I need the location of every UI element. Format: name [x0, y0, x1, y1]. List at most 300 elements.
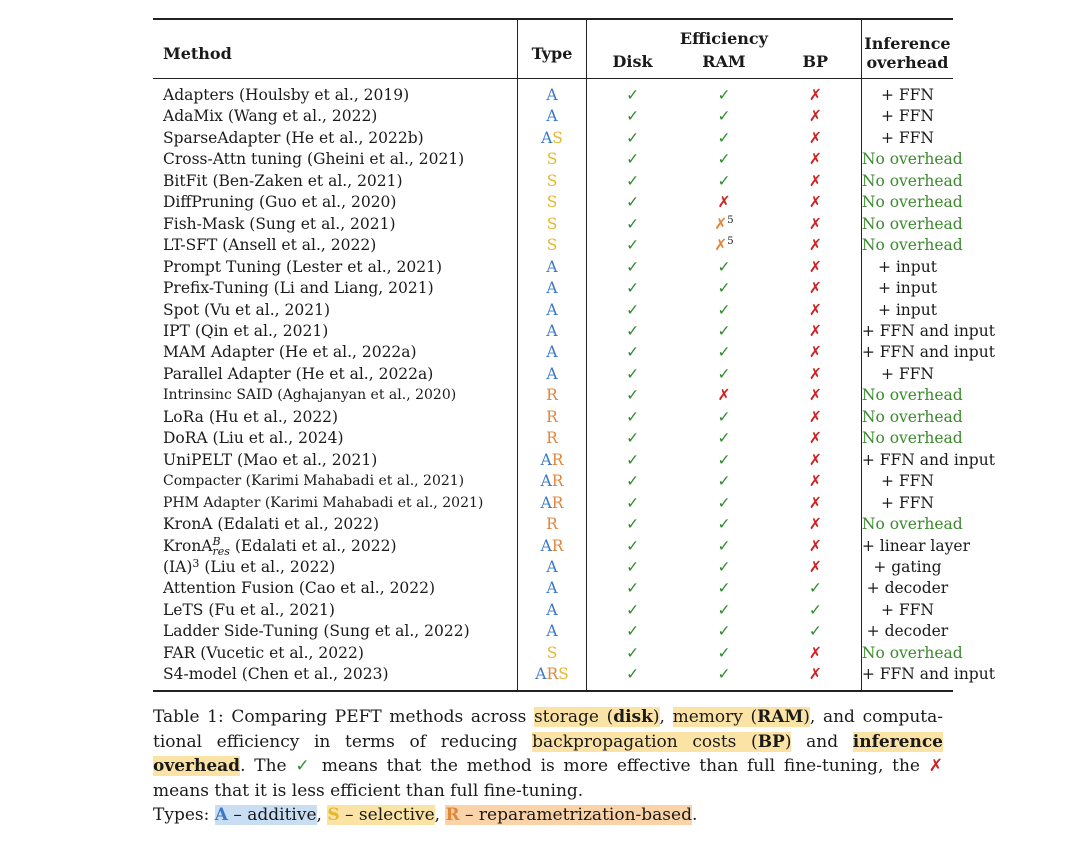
cell-inference-overhead [861, 342, 995, 363]
inference-overhead-value: No overhead [861, 193, 963, 212]
cell-method [153, 557, 518, 578]
type-label [541, 537, 564, 555]
cell-disk [587, 364, 679, 385]
table-row [153, 128, 953, 149]
check-icon: ✓ [717, 364, 731, 383]
type-letter-a: A [541, 128, 553, 147]
table-row [153, 385, 953, 406]
check-icon: ✓ [626, 429, 640, 448]
type-label [541, 129, 563, 147]
type-letter-a: A [546, 579, 558, 598]
cell-bp [770, 621, 862, 642]
inference-overhead-value: + FFN [880, 472, 934, 491]
cell-ram [678, 557, 770, 578]
cell-method [153, 214, 518, 235]
check-icon: ✓ [717, 257, 731, 276]
cell-inference-overhead [861, 578, 953, 599]
caption-text: means that the method is more effective than full fine-tuning, the [313, 756, 929, 776]
cross-icon: ✗ [808, 493, 822, 512]
type-letter-a: A [546, 364, 558, 383]
cell-disk [587, 257, 679, 278]
type-label [546, 601, 557, 619]
type-label [546, 408, 558, 426]
cell-method [153, 300, 518, 321]
cell-inference-overhead [861, 171, 963, 192]
caption-paren: ) [803, 707, 810, 727]
type-label [546, 301, 557, 319]
table-row [153, 300, 953, 321]
header-bp: BP [770, 50, 862, 79]
cell-method [153, 342, 518, 363]
caption-text: , [434, 805, 446, 825]
table-row [153, 235, 953, 256]
check-icon: ✓ [717, 171, 731, 190]
check-icon: ✓ [717, 279, 731, 298]
check-icon: ✓ [626, 493, 640, 512]
type-label [546, 558, 557, 576]
cell-bp [770, 600, 862, 621]
table-row [153, 257, 953, 278]
type-letter-a: A [540, 450, 552, 469]
inference-overhead-value: + FFN and input [861, 665, 995, 684]
method-name: Cross-Attn tuning (Gheini et al., 2021) [163, 150, 465, 169]
method-name: Parallel Adapter (He et al., 2022a) [163, 364, 434, 383]
cell-method [153, 235, 518, 256]
cell-disk [587, 450, 679, 471]
type-label [547, 172, 558, 190]
type-letter-a: A [535, 665, 547, 684]
type-letter-a: A [540, 472, 552, 491]
caption-paren: ) [784, 731, 792, 752]
inference-overhead-value: + FFN [880, 364, 934, 383]
cell-method [153, 600, 518, 621]
cell-method [153, 536, 518, 557]
table-row [153, 428, 953, 449]
cell-disk [587, 407, 679, 428]
cell-bp [770, 643, 862, 664]
cross-icon: ✗ [808, 193, 822, 212]
inference-overhead-value: No overhead [861, 429, 963, 448]
type-letter-a: A [546, 86, 558, 104]
cell-ram [678, 214, 770, 235]
cell-type [518, 342, 587, 363]
check-icon: ✓ [717, 86, 731, 104]
cell-inference-overhead [861, 514, 963, 535]
inference-overhead-value: + linear layer [861, 536, 970, 555]
cell-ram [678, 171, 770, 192]
type-letter-s: S [546, 214, 558, 233]
type-label [546, 322, 557, 340]
cell-inference-overhead [861, 300, 953, 321]
cell-ram [678, 407, 770, 428]
table-row [153, 643, 953, 664]
cell-bp [770, 128, 862, 149]
cell-disk [587, 578, 679, 599]
cross-icon: ✗ [808, 236, 822, 255]
type-label [546, 622, 557, 640]
cell-disk [587, 471, 679, 492]
cell-bp [770, 171, 862, 192]
cell-inference-overhead [861, 257, 953, 278]
check-icon: ✓ [626, 515, 640, 534]
cell-ram [678, 300, 770, 321]
cell-method [153, 278, 518, 299]
type-s-desc: – selective [339, 805, 435, 825]
cell-bp [770, 407, 862, 428]
type-r-desc: – reparametrization-based [459, 805, 692, 825]
cell-inference-overhead [861, 321, 995, 342]
footnote-marker: 5 [727, 236, 734, 248]
caption-backprop: backpropagation costs ( [532, 731, 758, 752]
table-row [153, 621, 953, 642]
cross-icon: ✗ [808, 472, 822, 491]
check-icon: ✓ [626, 171, 640, 190]
cell-disk [587, 621, 679, 642]
cell-type [518, 192, 587, 213]
table-row [153, 450, 953, 471]
check-icon: ✓ [808, 622, 822, 641]
check-icon: ✓ [717, 472, 731, 491]
cross-icon: ✗ [808, 407, 822, 426]
inference-overhead-value: + input [877, 257, 937, 276]
caption-cross-icon: ✗ [928, 756, 944, 776]
type-letter-r: R [546, 515, 558, 534]
cross-icon: ✗ [808, 536, 822, 555]
caption-ram: RAM [757, 707, 804, 727]
type-label [547, 644, 558, 662]
type-s-letter: S [327, 805, 340, 825]
cell-ram [678, 514, 770, 535]
cell-ram [678, 364, 770, 385]
caption-backprop-highlight [532, 732, 791, 752]
cell-ram [678, 192, 770, 213]
cell-inference-overhead [861, 128, 953, 149]
type-label [541, 472, 564, 490]
cell-type [518, 128, 587, 149]
inference-overhead-value: No overhead [861, 150, 963, 169]
check-icon: ✓ [626, 107, 640, 126]
inference-overhead-value: No overhead [861, 171, 963, 190]
table-row [153, 79, 953, 107]
table-caption [153, 705, 943, 828]
method-name: LeTS (Fu et al., 2021) [163, 600, 335, 619]
cell-type [518, 106, 587, 127]
cell-ram [678, 471, 770, 492]
type-letter-a: A [546, 622, 558, 641]
cell-ram [678, 257, 770, 278]
table-row [153, 321, 953, 342]
cross-icon: ✗ [808, 364, 822, 383]
type-label [546, 429, 558, 447]
method-name: S4-model (Chen et al., 2023) [163, 665, 389, 684]
check-icon: ✓ [626, 86, 640, 104]
cell-type [518, 643, 587, 664]
check-icon: ✓ [626, 622, 640, 641]
check-icon: ✓ [808, 579, 822, 598]
cell-bp [770, 79, 862, 107]
cell-type [518, 364, 587, 385]
cell-bp [770, 578, 862, 599]
type-letter-s: S [546, 171, 558, 190]
caption-text: , [316, 805, 328, 825]
cell-bp [770, 342, 862, 363]
type-label [547, 193, 558, 211]
inference-overhead-value: No overhead [861, 214, 963, 233]
footnote-marker: 5 [727, 214, 734, 226]
cross-icon: ✗ [808, 321, 822, 340]
cell-disk [587, 79, 679, 107]
cell-inference-overhead [861, 664, 995, 690]
check-icon: ✓ [626, 386, 640, 405]
type-label [546, 386, 558, 404]
check-icon: ✓ [717, 429, 731, 448]
cell-ram [678, 493, 770, 514]
type-letter-s: S [558, 665, 569, 684]
type-label [546, 279, 557, 297]
inference-overhead-value: + FFN [880, 493, 934, 512]
cell-type [518, 79, 587, 107]
caption-text: . The [240, 756, 296, 776]
inference-overhead-value: No overhead [861, 643, 963, 662]
cell-inference-overhead [861, 557, 953, 578]
type-letter-s: S [546, 236, 558, 255]
check-icon: ✓ [717, 300, 731, 319]
cell-inference-overhead [861, 643, 963, 664]
check-icon: ✓ [626, 257, 640, 276]
table-row [153, 171, 953, 192]
check-icon: ✓ [717, 665, 731, 684]
type-letter-s: S [552, 128, 563, 147]
cross-icon: ✗ [808, 279, 822, 298]
cross-icon: ✗ [808, 257, 822, 276]
cell-ram [678, 128, 770, 149]
cell-method [153, 407, 518, 428]
check-icon: ✓ [717, 493, 731, 512]
inference-overhead-value: + FFN [880, 128, 934, 147]
cell-bp [770, 106, 862, 127]
inference-overhead-value: No overhead [861, 515, 963, 534]
cell-ram [678, 578, 770, 599]
caption-types-label: Types: [153, 805, 215, 825]
cross-icon: ✗ [808, 386, 822, 405]
type-label [546, 579, 557, 597]
cell-inference-overhead [861, 600, 953, 621]
cell-method [153, 192, 518, 213]
cell-method [153, 664, 518, 690]
cell-inference-overhead [861, 385, 963, 406]
cell-disk [587, 514, 679, 535]
caption-disk: disk [613, 707, 653, 727]
header-method: Method [163, 43, 232, 63]
cell-method [153, 364, 518, 385]
cross-icon: ✗ [808, 300, 822, 319]
check-icon: ✓ [626, 450, 640, 469]
type-letter-a: A [546, 321, 558, 340]
cell-ram [678, 428, 770, 449]
table-row [153, 342, 953, 363]
inference-overhead-value: + decoder [866, 622, 949, 641]
cell-bp [770, 257, 862, 278]
caption-inference-highlight: inference overhead [153, 731, 943, 776]
check-icon: ✓ [717, 622, 731, 641]
table-body [153, 79, 995, 691]
method-name: IPT (Qin et al., 2021) [163, 321, 329, 340]
cell-method [153, 471, 518, 492]
check-icon: ✓ [626, 300, 640, 319]
cell-bp [770, 149, 862, 170]
type-label [547, 236, 558, 254]
caption-storage: storage ( [533, 707, 614, 727]
table-row [153, 278, 953, 299]
cell-method [153, 450, 518, 471]
cell-type [518, 621, 587, 642]
inference-overhead-value: + input [877, 300, 937, 319]
method-subscript: res [212, 544, 230, 558]
inference-overhead-value: No overhead [861, 386, 963, 405]
check-icon: ✓ [717, 107, 731, 126]
peft-comparison-table [153, 18, 995, 692]
table-row [153, 600, 953, 621]
type-additive-highlight [215, 805, 317, 825]
table-row [153, 364, 953, 385]
cell-inference-overhead [861, 235, 963, 256]
cell-disk [587, 171, 679, 192]
method-name: KronA [163, 536, 213, 555]
check-icon: ✓ [717, 557, 731, 576]
type-letter-a: A [546, 557, 558, 576]
cell-ram [678, 536, 770, 557]
caption-text: and [791, 731, 853, 752]
cell-method [153, 128, 518, 149]
table-row [153, 664, 953, 690]
type-label [541, 494, 564, 512]
type-label [546, 365, 557, 383]
cell-inference-overhead [861, 428, 963, 449]
type-r-letter: R [445, 805, 460, 825]
cell-type [518, 428, 587, 449]
cell-inference-overhead [861, 407, 963, 428]
cell-inference-overhead [861, 450, 995, 471]
inference-overhead-value: + FFN [880, 107, 934, 126]
cell-disk [587, 536, 679, 557]
type-letter-r: R [546, 386, 558, 405]
caption-paren: ) [652, 707, 660, 727]
check-icon: ✓ [626, 214, 640, 233]
type-letter-r: R [551, 472, 564, 491]
cell-method [153, 428, 518, 449]
cell-bp [770, 450, 862, 471]
cell-ram [678, 450, 770, 471]
method-name: Ladder Side-Tuning (Sung et al., 2022) [163, 622, 470, 641]
check-icon: ✓ [717, 643, 731, 662]
method-name: BitFit (Ben-Zaken et al., 2021) [163, 171, 403, 190]
caption-memory-highlight [673, 707, 810, 727]
check-icon: ✓ [626, 600, 640, 619]
cell-ram [678, 643, 770, 664]
type-label [547, 215, 558, 233]
check-icon: ✓ [717, 450, 731, 469]
cell-bp [770, 385, 862, 406]
cell-inference-overhead [861, 106, 953, 127]
cell-method [153, 578, 518, 599]
table-row [153, 514, 953, 535]
check-icon: ✓ [717, 579, 731, 598]
inference-overhead-value: + input [877, 279, 937, 298]
cell-bp [770, 364, 862, 385]
method-name: PHM Adapter (Karimi Mahabadi et al., 2021) [163, 494, 484, 511]
cell-method [153, 171, 518, 192]
cell-inference-overhead [861, 214, 963, 235]
method-name: Prefix-Tuning (Li and Liang, 2021) [163, 279, 434, 298]
check-icon: ✓ [717, 600, 731, 619]
method-name: Compacter (Karimi Mahabadi et al., 2021) [163, 473, 465, 490]
cell-method [153, 79, 518, 107]
cross-icon: ✗ [808, 450, 822, 469]
check-icon: ✓ [626, 643, 640, 662]
cross-icon: ✗ [808, 643, 822, 662]
cross-icon: ✗ [714, 214, 728, 233]
method-name: Prompt Tuning (Lester et al., 2021) [163, 257, 443, 276]
cell-method [153, 257, 518, 278]
cell-ram [678, 149, 770, 170]
method-name: FAR (Vucetic et al., 2022) [163, 643, 364, 662]
cell-bp [770, 471, 862, 492]
cell-type [518, 471, 587, 492]
table-row [153, 106, 953, 127]
method-name: Intrinsinc SAID (Aghajanyan et al., 2020) [163, 387, 457, 404]
cell-disk [587, 557, 679, 578]
check-icon: ✓ [717, 536, 731, 555]
check-icon: ✓ [717, 321, 731, 340]
type-label [535, 665, 569, 683]
cell-bp [770, 493, 862, 514]
method-name: DoRA (Liu et al., 2024) [163, 429, 344, 448]
check-icon: ✓ [626, 407, 640, 426]
type-label [546, 86, 557, 104]
cell-bp [770, 664, 862, 690]
cell-type [518, 171, 587, 192]
method-citation: (Edalati et al., 2022) [229, 536, 397, 555]
cell-bp [770, 514, 862, 535]
cell-disk [587, 235, 679, 256]
cell-type [518, 557, 587, 578]
cell-method [153, 493, 518, 514]
type-letter-a: A [546, 279, 558, 298]
cell-type [518, 450, 587, 471]
check-icon: ✓ [626, 128, 640, 147]
cross-icon: ✗ [808, 171, 822, 190]
cell-method [153, 149, 518, 170]
type-letter-a: A [546, 257, 558, 276]
cell-ram [678, 235, 770, 256]
cell-disk [587, 321, 679, 342]
method-name: Spot (Vu et al., 2021) [163, 300, 330, 319]
check-icon: ✓ [626, 279, 640, 298]
cell-method [153, 643, 518, 664]
cross-icon: ✗ [714, 236, 728, 255]
cell-ram [678, 278, 770, 299]
peft-table-container [153, 18, 995, 692]
type-letter-r: R [546, 429, 558, 448]
cell-bp [770, 300, 862, 321]
method-superscript: 3 [192, 556, 200, 570]
cell-type [518, 385, 587, 406]
cell-type [518, 493, 587, 514]
cell-method [153, 106, 518, 127]
table-row [153, 149, 953, 170]
table-row [153, 214, 953, 235]
check-icon: ✓ [626, 236, 640, 255]
